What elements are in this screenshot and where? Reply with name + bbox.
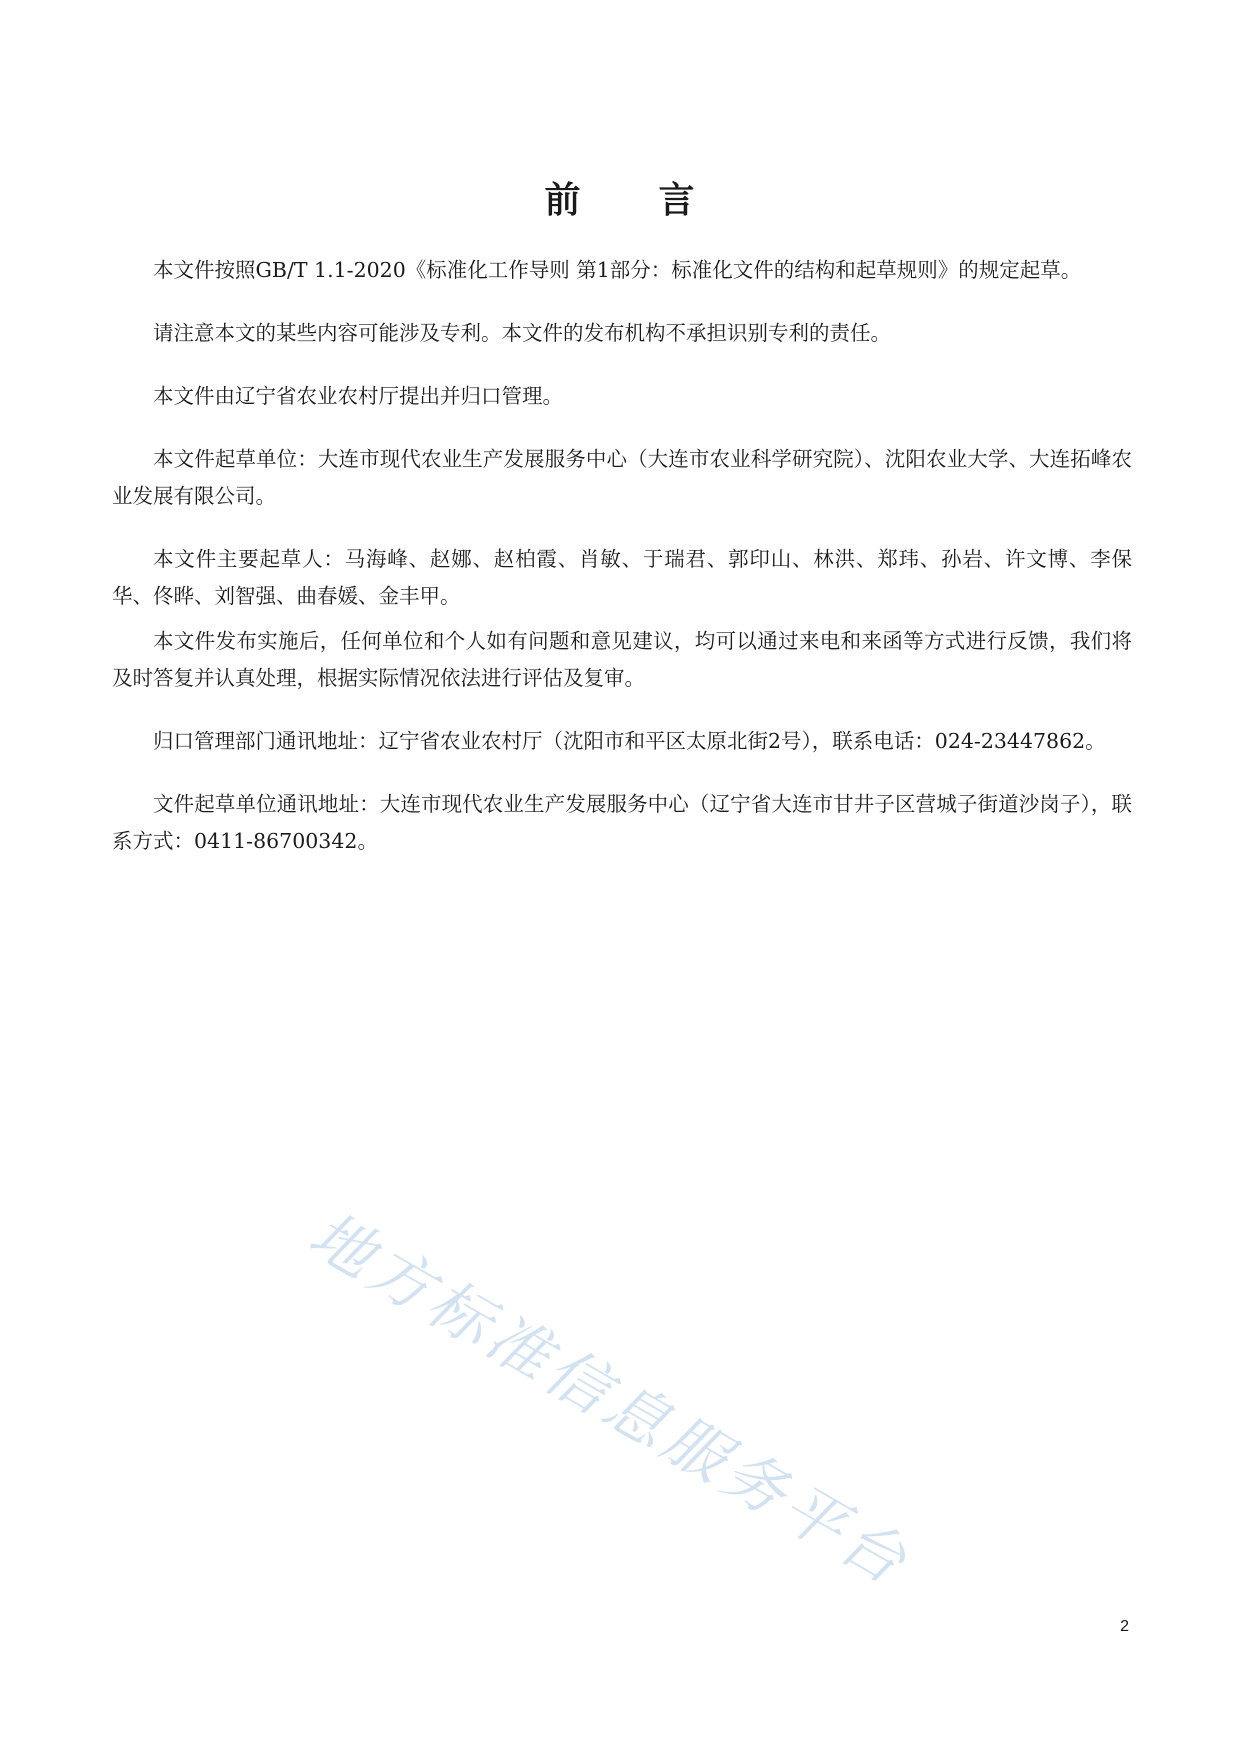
paragraph-feedback: 本文件发布实施后，任何单位和个人如有问题和意见建议，均可以通过来电和来函等方式进行反馈，我们将及时答复并认真处理，根据实际情况依法进行评估及复审。 [112,629,1132,690]
paragraph-drafting-rules: 本文件按照GB/T 1.1-2020《标准化工作导则 第1部分：标准化文件的结构和起草规则》的规定起草。 [153,258,1082,282]
paragraph-drafters: 本文件主要起草人：马海峰、赵娜、赵柏霞、肖敏、于瑞君、郭印山、林洪、郑玮、孙岩、许文博、李保华、佟晔、刘智强、曲春媛、金丰甲。 [112,547,1132,608]
paragraph-patent-notice: 请注意本文的某些内容可能涉及专利。本文件的发布机构不承担识别专利的责任。 [153,321,891,345]
paragraph-proposer: 本文件由辽宁省农业农村厅提出并归口管理。 [153,384,563,408]
paragraph-drafter-address: 文件起草单位通讯地址：大连市现代农业生产发展服务中心（辽宁省大连市甘井子区营城子街道沙岗子），联系方式：0411-86700342。 [112,792,1132,853]
page-title: 前 言 [544,180,697,221]
paragraph-drafting-units: 本文件起草单位：大连市现代农业生产发展服务中心（大连市农业科学研究院）、沈阳农业大学、大连拓峰农业发展有限公司。 [112,447,1132,508]
paragraph-authority-address: 归口管理部门通讯地址：辽宁省农业农村厅（沈阳市和平区太原北街2号），联系电话：024-23447862。 [153,729,1106,753]
foreword-body [112,252,1132,886]
watermark-text: 地方标准信息服务平台 [297,1197,923,1601]
page-number: 2 [1120,1618,1129,1635]
